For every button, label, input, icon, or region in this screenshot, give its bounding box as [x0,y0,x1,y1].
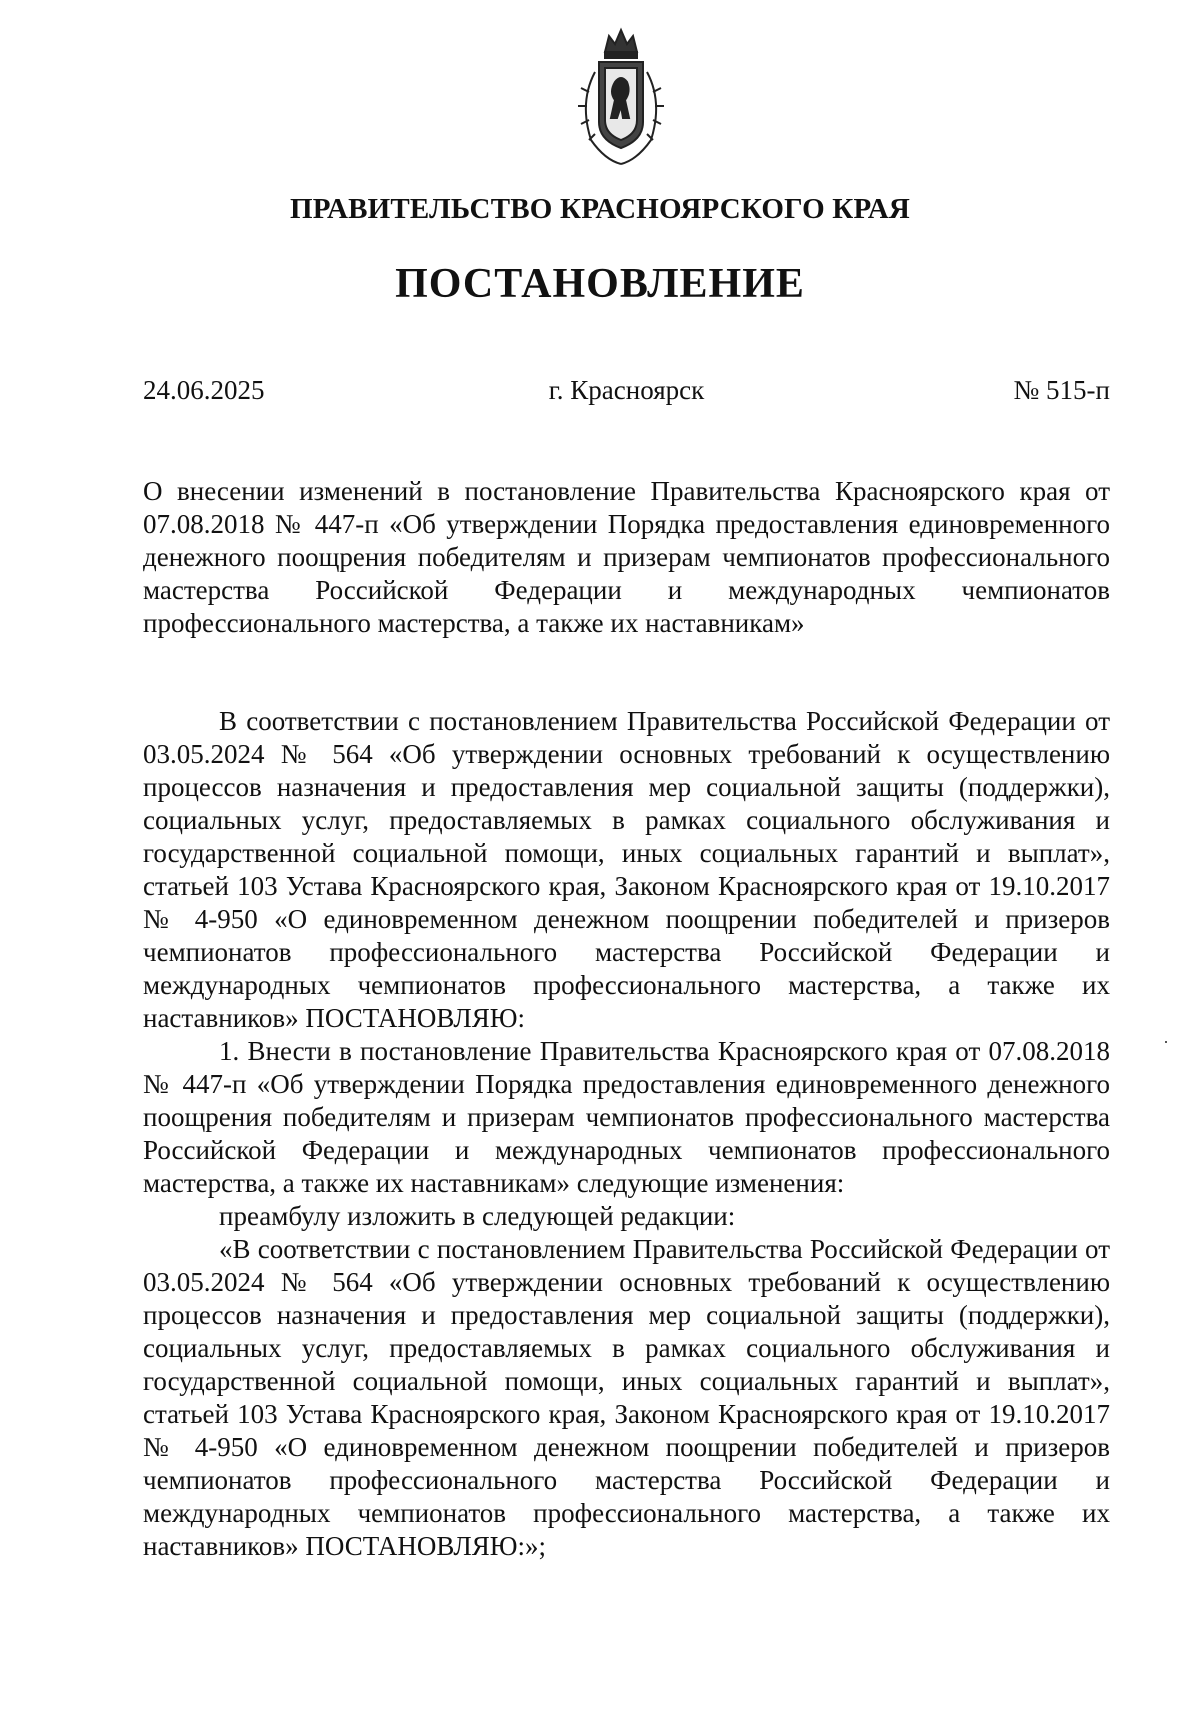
body-new-preamble: «В соответствии с постановлением Правительства Российской Федерации от 03.05.2024 № 564 «Об утверждении основных требований к осуществлению процессов назначения и предоставления мер социальной защиты (поддержки), социальных услуг, предоставляемых в рамках социального обслуживания и государственной социальной помощи, иных социальных гарантий и выплат», статьей 103 Устава Красноярского края, Законом Красноярского края от 19.10.2017 № 4-950 «О единовременном денежном поощрении победителей и призеров чемпионатов профессионального мастерства Российской Федерации и международных чемпионатов профессионального мастерства, а также их наставников» ПОСТАНОВЛЯЮ:»; [143,1234,1110,1561]
body-item-1: 1. Внести в постановление Правительства Красноярского края от 07.08.2018 № 447-п «Об утверждении Порядка предоставления единовременного денежного поощрения победителям и призерам чемпионатов профессионального мастерства Российской Федерации и международных чемпионатов профессионального мастерства, а также их наставникам» следующие изменения: [143,1036,1110,1198]
document-type-title: ПОСТАНОВЛЕНИЕ [395,261,805,307]
document-subject: О внесении изменений в постановление Правительства Красноярского края от 07.08.2018 № 447-п «Об утверждении Порядка предоставления единовременного денежного поощрения победителям и призерам чемпионатов профессионального мастерства Российской Федерации и международных чемпионатов профессионального мастерства, а также их наставникам» [143,476,1110,638]
coat-of-arms-icon [565,22,677,172]
document-date: 24.06.2025 [143,375,265,405]
document-number: № 515-п [1013,375,1110,405]
scan-speck [1165,1041,1167,1043]
government-title: ПРАВИТЕЛЬСТВО КРАСНОЯРСКОГО КРАЯ [289,193,911,225]
document-body [143,705,1110,1563]
body-preamble: В соответствии с постановлением Правительства Российской Федерации от 03.05.2024 № 564 «Об утверждении основных требований к осуществлению процессов назначения и предоставления мер социальной защиты (поддержки), социальных услуг, предоставляемых в рамках социального обслуживания и государственной социальной помощи, иных социальных гарантий и выплат», статьей 103 Устава Красноярского края, Законом Красноярского края от 19.10.2017 № 4-950 «О единовременном денежном поощрении победителей и призеров чемпионатов профессионального мастерства Российской Федерации и международных чемпионатов профессионального мастерства, а также их наставников» ПОСТАНОВЛЯЮ: [143,706,1110,1033]
document-meta-row [143,375,1110,411]
document-city: г. Красноярск [548,375,705,405]
body-instruction: преамбулу изложить в следующей редакции: [219,1201,736,1231]
